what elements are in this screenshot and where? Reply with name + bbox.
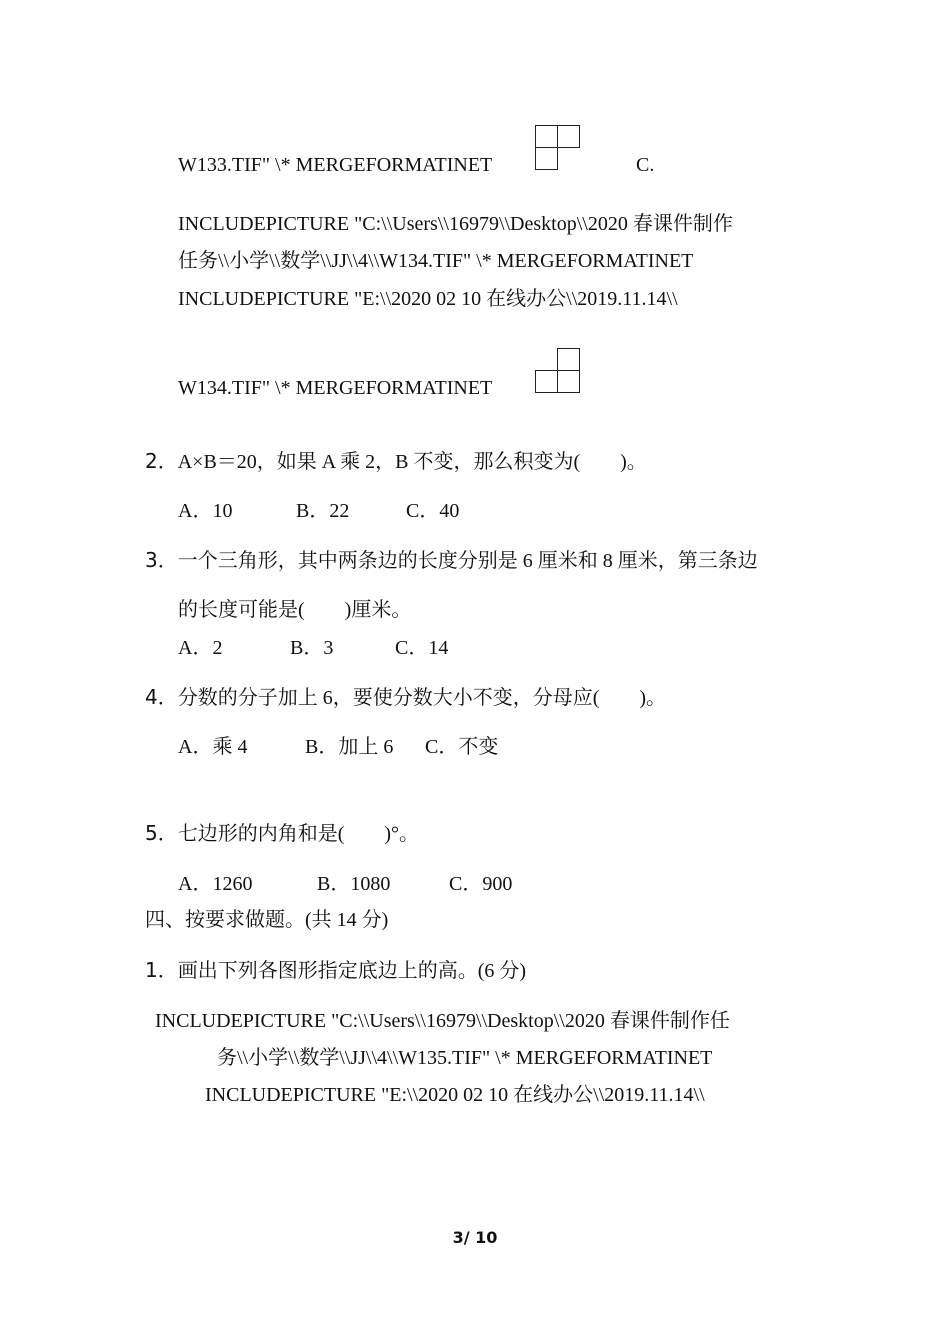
question-3-options [178,636,448,660]
question-4-options [178,735,498,759]
question-text: 七边形的内角和是( )°。 [177,823,420,845]
option-c-picture-field-line1: INCLUDEPICTURE "C:\\Users\\16979\\Desktop\\2020 春课件制作 [178,213,733,235]
option-b: B．1080 [317,873,391,895]
question-5 [145,821,419,846]
option-b: B．加上 6 [305,736,394,758]
question-text: 一个三角形，其中两条边的长度分别是 6 厘米和 8 厘米，第三条边 [177,550,758,572]
question-4 [145,685,666,710]
question-number: 3． [145,548,178,572]
question-text: A×B＝20，如果 A 乘 2，B 不变，那么积变为( )。 [177,451,647,473]
question-2 [145,449,647,474]
option-c-label: C. [636,154,655,176]
option-c-picture-field-line2: 任务\\小学\\数学\\JJ\\4\\W134.TIF" \* MERGEFORMATINET [178,250,694,272]
question-5-options [178,872,512,896]
question-3-continuation: 的长度可能是( )厘米。 [178,599,412,621]
option-b: B．22 [296,500,350,522]
option-c: C．40 [406,500,460,522]
option-c: C．14 [395,637,449,659]
question-3 [145,548,758,573]
option-a: A．2 [178,637,223,659]
picture-field-line2: 务\\小学\\数学\\JJ\\4\\W135.TIF" \* MERGEFORMATINET [217,1047,713,1069]
question-text: 分数的分子加上 6，要使分数大小不变，分母应( )。 [177,687,667,709]
cube-view-figure-c [535,348,581,394]
question-2-options [178,499,459,523]
question-number: 1． [145,958,178,982]
section-heading: 四、按要求做题。(共 14 分) [145,909,389,931]
option-a: A．10 [178,500,233,522]
option-c-picture-field-line3: INCLUDEPICTURE "E:\\2020 02 10 在线办公\\2019.11.14\\ [178,288,678,310]
question-text: 画出下列各图形指定底边上的高。(6 分) [177,960,527,982]
picture-field-line1: INCLUDEPICTURE "C:\\Users\\16979\\Desktop\\2020 春课件制作任 [155,1010,730,1032]
question-number: 4． [145,685,178,709]
option-b-picture-field: W133.TIF" \* MERGEFORMATINET [178,154,493,176]
option-a: A．乘 4 [178,736,248,758]
option-c-picture-field-line4: W134.TIF" \* MERGEFORMATINET [178,377,493,399]
option-a: A．1260 [178,873,253,895]
cube-view-figure-b [535,125,581,171]
question-number: 5． [145,821,178,845]
question-number: 2． [145,449,178,473]
option-b: B．3 [290,637,334,659]
section-4-question-1 [145,958,526,983]
option-c: C．900 [449,873,513,895]
picture-field-line3: INCLUDEPICTURE "E:\\2020 02 10 在线办公\\2019.11.14\\ [205,1084,705,1106]
option-c: C．不变 [425,736,499,758]
page-number: 3/ 10 [452,1228,498,1247]
